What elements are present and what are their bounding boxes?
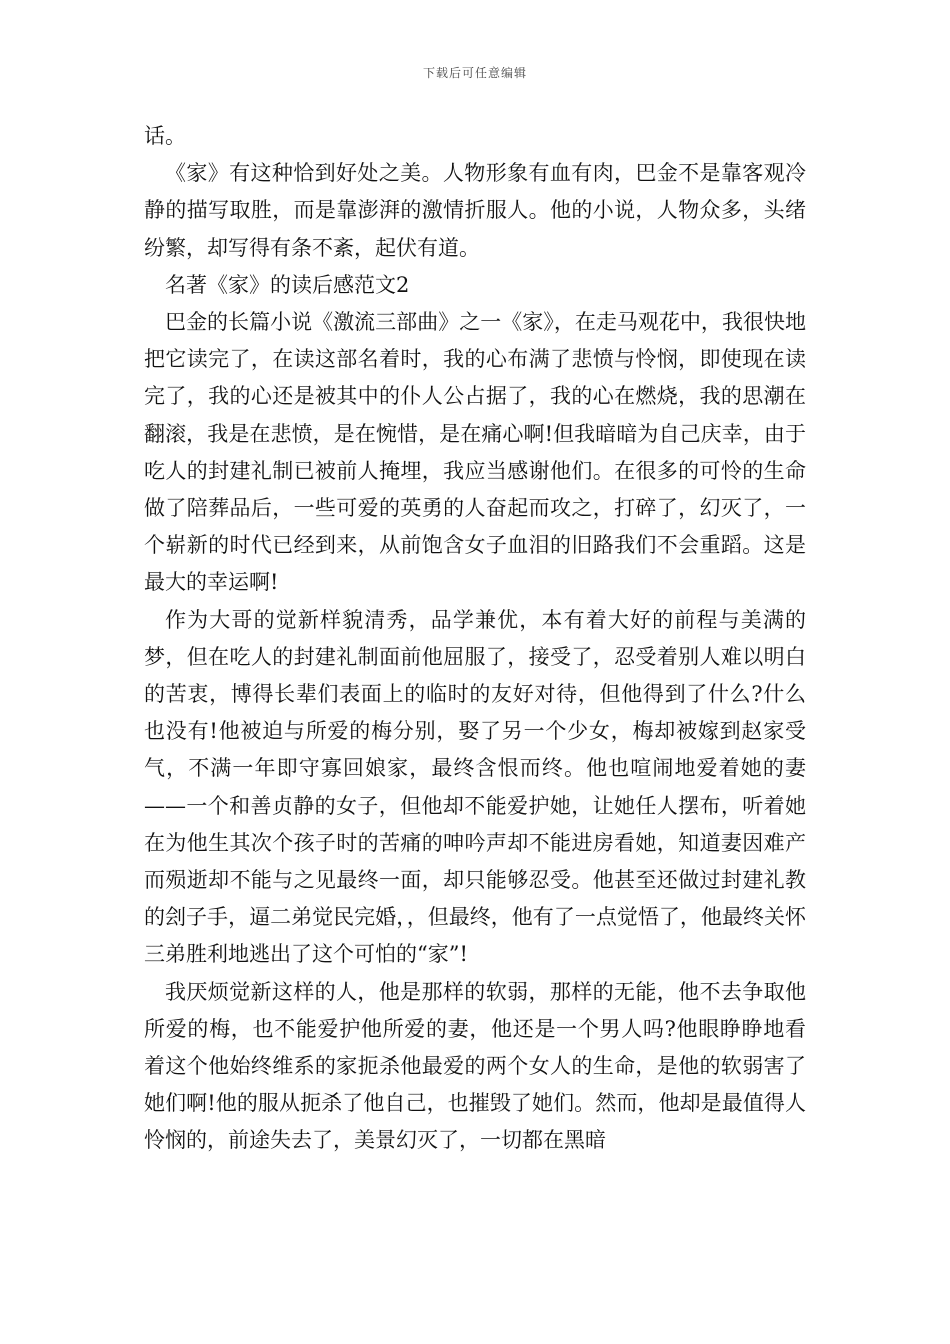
- paragraph: 我厌烦觉新这样的人，他是那样的软弱，那样的无能，他不去争取他所爱的梅，也不能爱护他所爱的妻，他还是一个男人吗?他眼睁睁地看着这个他始终维系的家扼杀他最爱的两个女人的生命，是他的软弱害了她们啊!他的服从扼杀了他自己，也摧毁了她们。然而，他却是最值得人怜悯的，前途失去了，美景幻灭了，一切都在黑暗: [144, 979, 806, 1153]
- section-heading: 名著《家》的读后感范文2: [165, 272, 410, 297]
- paragraph: 巴金的长篇小说《激流三部曲》之一《家》，在走马观花中，我很快地把它读完了，在读这部名着时，我的心布满了悲愤与怜悯，即使现在读完了，我的心还是被其中的仆人公占据了，我的心在燃烧，我的思潮在翻滚，我是在悲愤，是在惋惜，是在痛心啊!但我暗暗为自己庆幸，由于吃人的封建礼制已被前人掩埋，我应当感谢他们。在很多的可怜的生命做了陪葬品后，一些可爱的英勇的人奋起而攻之，打碎了，幻灭了，一个崭新的时代已经到来，从前饱含女子血泪的旧路我们不会重蹈。这是最大的幸运啊!: [144, 310, 806, 595]
- paragraph-continuation: 话。: [144, 124, 186, 148]
- page-header-note: 下载后可任意编辑: [422, 66, 527, 80]
- document-body: [144, 118, 806, 1160]
- paragraph: 作为大哥的觉新样貌清秀，品学兼优，本有着大好的前程与美满的梦，但在吃人的封建礼制面前他屈服了，接受了，忍受着别人难以明白的苦衷，博得长辈们表面上的临时的友好对待，但他得到了什么?什么也没有!他被迫与所爱的梅分别，娶了另一个少女，梅却被嫁到赵家受气，不满一年即守寡回娘家，最终含恨而终。他也喧闹地爱着她的妻——一个和善贞静的女子，但他却不能爱护她，让她任人摆布，听着她在为他生其次个孩子时的苦痛的呻吟声却不能进房看她，知道妻因难产而殒逝却不能与之见最终一面，却只能够忍受。他甚至还做过封建礼教的刽子手，逼二弟觉民完婚，，但最终，他有了一点觉悟了，他最终关怀三弟胜利地逃出了这个可怕的“家”!: [144, 607, 806, 967]
- paragraph: 《家》有这种恰到好处之美。人物形象有血有肉，巴金不是靠客观冷静的描写取胜，而是靠澎湃的激情折服人。他的小说，人物众多，头绪纷繁，却写得有条不紊，起伏有道。: [144, 161, 806, 260]
